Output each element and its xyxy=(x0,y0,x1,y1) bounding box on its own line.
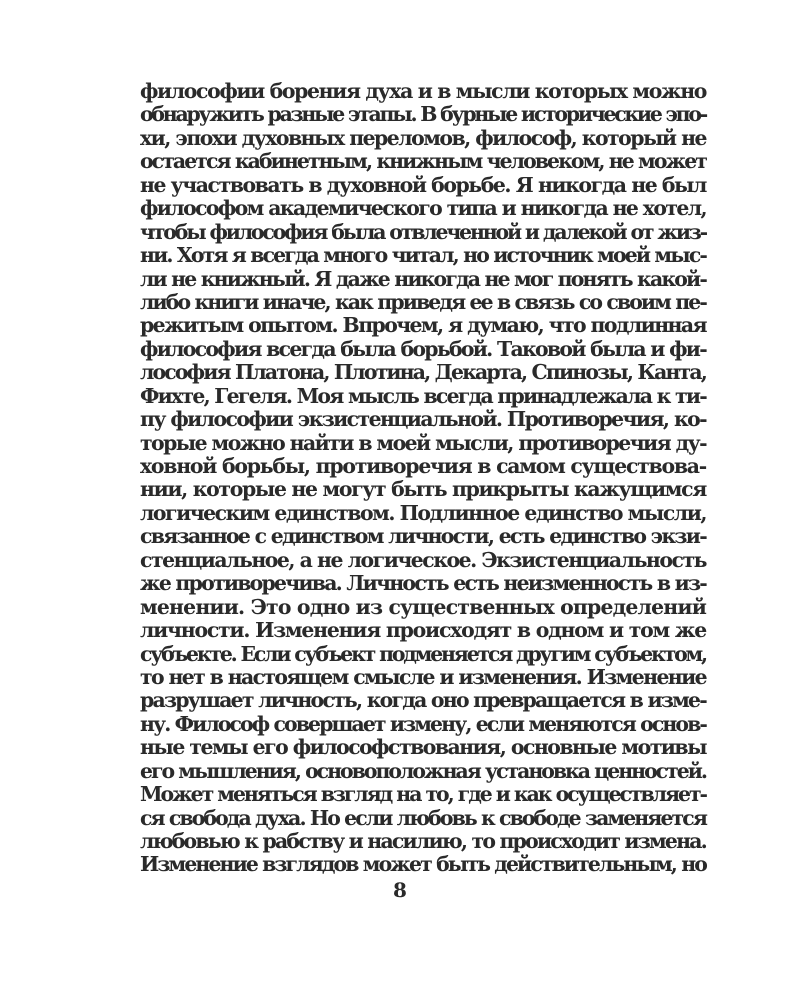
text-line: обнаружить разные этапы. В бурные исторические эпо- xyxy=(140,102,706,127)
text-line: его мышления, основоположная установка ценностей. xyxy=(140,758,706,783)
text-line: философом академического типа и никогда не хотел, xyxy=(140,196,706,221)
text-line: остается кабинетным, книжным человеком, не может xyxy=(140,149,706,174)
text-line: любовью к рабству и насилию, то происходит измена. xyxy=(140,829,706,853)
text-line: логическим единством. Подлинное единство мысли, xyxy=(140,500,706,525)
text-line: либо книги иначе, как приведя ее в связь со своим пе- xyxy=(140,289,706,314)
text-line: лософия Платона, Плотина, Декарта, Спинозы, Канта, xyxy=(140,360,706,385)
text-line: Изменение взглядов может быть действительным, но xyxy=(140,852,706,877)
text-line: Может меняться взгляд на то, где и как осуществляет- xyxy=(140,782,706,807)
text-line: ну. Философ совершает измену, если меняются основ- xyxy=(140,711,706,736)
text-line: ни. Хотя я всегда много читал, но источник моей мыс- xyxy=(140,243,706,268)
text-line: торые можно найти в моей мысли, противоречия ду- xyxy=(140,430,706,455)
text-line: философии борения духа и в мысли которых можно xyxy=(140,79,706,103)
text-line: чтобы философия была отвлеченной и далекой от жиз- xyxy=(140,219,706,244)
text-line: ные темы его философствования, основные мотивы xyxy=(140,735,706,760)
body-text xyxy=(140,80,706,877)
text-line: нии, которые не могут быть прикрыты кажущимся xyxy=(140,477,706,502)
text-line: хи, эпохи духовных переломов, философ, который не xyxy=(140,125,706,150)
page-number: 8 xyxy=(393,878,407,902)
text-line: связанное с единством личности, есть единство экзи- xyxy=(140,524,706,549)
text-line: менении. Это одно из существенных определений xyxy=(140,594,706,619)
text-line: же противоречива. Личность есть неизменность в из- xyxy=(140,571,706,596)
text-line: личности. Изменения происходят в одном и том же xyxy=(140,618,706,643)
text-line: то нет в настоящем смысле и изменения. Изменение xyxy=(140,664,706,689)
text-line: субъекте. Если субъект подменяется другим субъектом, xyxy=(140,641,706,666)
text-line: разрушает личность, когда оно превращается в изме- xyxy=(140,688,706,713)
text-line: стенциальное, а не логическое. Экзистенциальность xyxy=(140,547,706,572)
text-line: философия всегда была борьбой. Таковой была и фи- xyxy=(140,336,706,361)
text-line: ховной борьбы, противоречия в самом существова- xyxy=(140,454,706,478)
text-line: не участвовать в духовной борьбе. Я никогда не был xyxy=(140,172,706,197)
text-line: Фихте, Гегеля. Моя мысль всегда принадлежала к ти- xyxy=(140,383,706,408)
text-line: пу философии экзистенциальной. Противоречия, ко- xyxy=(140,407,706,432)
text-line: ли не книжный. Я даже никогда не мог понять какой- xyxy=(140,266,706,291)
text-line: ся свобода духа. Но если любовь к свободе заменяется xyxy=(140,805,706,830)
text-line: режитым опытом. Впрочем, я думаю, что подлинная xyxy=(140,313,706,338)
